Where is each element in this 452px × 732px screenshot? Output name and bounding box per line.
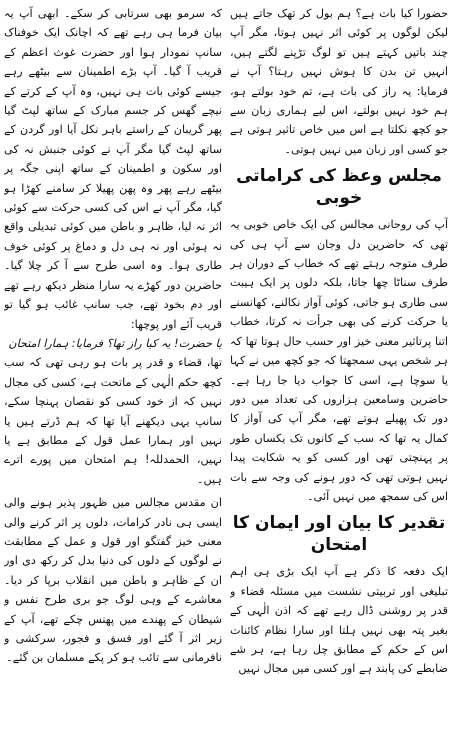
- left-column: [4, 4, 222, 728]
- paragraph-conclusion: ان مقدس مجالس میں ظہور پذیر ہونے والی ایسی ہی نادر کرامات، دلوں پر اثر کرنے والی معنی خیز گفتگو اور قول و عمل کے مطابقت نے لوگوں کے دلوں کی دنیا بدل کر رکھ دی اور ان کے ظاہر و باطن میں انقلاب برپا کر دیا۔ معاشرے کے وہی لوگ جو بری طرح نفس و شیطان کے پھندے میں پھنس چکے تھے، آپ کے زیر اثر آ گئے اور فسق و فجور، سرکشی و نافرمانی سے تائب ہو کر پکے مسلمان بن گئے۔: [4, 496, 222, 665]
- heading-majlis-waaz: مجلس وعظ کی کراماتی خوبی: [236, 166, 442, 209]
- paragraph-snake: کہ سرمو بھی سرتابی کر سکے۔ ابھی آپ یہ بیان فرما ہی رہے تھے کہ اچانک ایک خوفناک سانپ نمودار ہوا اور حضرت غوث اعظم کے قریب آ گیا۔ آپ بڑے اطمینان سے بیٹھے رہے جیسے کوئی بات ہی نہیں، وہ آپ کے کرتے کے نیچے گھس کر جسم مبارک کے ساتھ لپٹ گیا پھر گریبان کے راستے باہر نکل آیا اور گردن کے ساتھ لپٹ گیا مگر آپ نے کوئی جنبش نہ کی اور سکون و اطمینان کے ساتھ اپنی جگہ پر بیٹھے رہے پھر وہ پھن پھیلا کر سامنے کھڑا ہو گیا، مگر آپ نے اس کی کسی حرکت سے کوئی اثر نہ لیا، ظاہر و باطن میں کوئی تبدیلی واقع نہ ہوئی اور نہ ہی دل و دماغ پر کوئی خوف طاری ہوا۔ وہ اسی طرح سے آ کر چلا گیا۔ حاضرین دور کھڑے یہ سارا منظر دیکھ رہے تھے اور دم بخود تھے، جب سانپ غائب ہو گیا تو قریب آئے اور پوچھا:: [4, 7, 222, 331]
- paragraph-taqdeer: ایک دفعہ کا ذکر ہے آپ ایک بڑی ہی اہم تبلیغی اور تربیتی نشست میں مسئلہ قضاء و قدر پر روشنی ڈال رہے تھے کہ اذن الٰہی کے بغیر پتہ بھی نہیں ہلتا اور سارا نظام کائنات اس کے حکم کے مطابق چل رہا ہے، ہر شے ضابطے کی پابند ہے اور کسی میں مجال نہیں: [230, 565, 448, 676]
- heading-taqdeer: تقدیر کا بیان اور ایمان کا امتحان: [232, 513, 446, 556]
- right-column: [230, 4, 448, 728]
- quote-question: یا حضرت! یہ کیا راز تھا؟ فرمایا: ہمارا امتحان: [8, 336, 222, 350]
- paragraph-intro: حضورا کیا بات ہے؟ ہم بول کر تھک جاتے ہیں لیکن لوگوں پر کوئی اثر نہیں ہوتا، مگر آپ چند باتیں کہتے ہیں تو لوگ تڑپنے لگتے ہیں، انہیں تن بدن کا ہوش نہیں رہتا؟ آپ نے فرمایا: یہ راز کی بات ہے، تم خود بولتے ہو، ہم خود نہیں بولتے، اس لیے ہماری زبان سے جو کچھ نکلتا ہے اس میں خاص تاثیر ہوتی ہے جو کسی اور زبان میں نہیں ہوتی۔: [230, 7, 448, 156]
- paragraph-answer: تھا، قضاء و قدر پر بات ہو رہی تھی کہ سب کچھ حکم الٰہی کے ماتحت ہے، کسی کی مجال نہیں کہ از خود کسی کو نقصان پہنچا سکے، سانپ یہی دیکھنے آیا تھا کہ ہم ڈرتے ہیں یا نہیں اور ہمارا عمل قول کے مطابق ہے یا نہیں، الحمدللہ! ہم امتحان میں پورے اترے ہیں۔: [4, 356, 222, 486]
- paragraph-majlis: آپ کی روحانی مجالس کی ایک خاص خوبی یہ تھی کہ حاضرین دل وجان سے آپ ہی کی طرف متوجہ رہتے تھے کہ خطاب کے دوران ہر طرف سناٹا چھا جاتا، بلکہ دلوں پر ایک ہیبت سی طاری ہو جاتی، کوئی آواز نکالنے، کھانسنے یا حرکت کرنے کی بھی جرأت نہ کرتا، خطاب اتنا پرتاثیر معنی خیز اور حسب حال ہوتا تھا کہ ہر شخص یہی سمجھتا کہ جو کچھ میں نے کہا یا سوچا ہے، اسی کا جواب دیا جا رہا ہے۔ حاضرین وسامعین ہزاروں کی تعداد میں دور دور تک پھیلے ہوتے تھے، مگر آپ کی آواز کا کمال یہ تھا کہ سب کے کانوں تک یکساں طور پر پہنچتی تھی اور کسی کو یہ شکایت پیدا نہیں ہوتی تھی کہ دور ہونے کی وجہ سے بات اس کی سمجھ میں نہیں آئی۔: [230, 218, 448, 503]
